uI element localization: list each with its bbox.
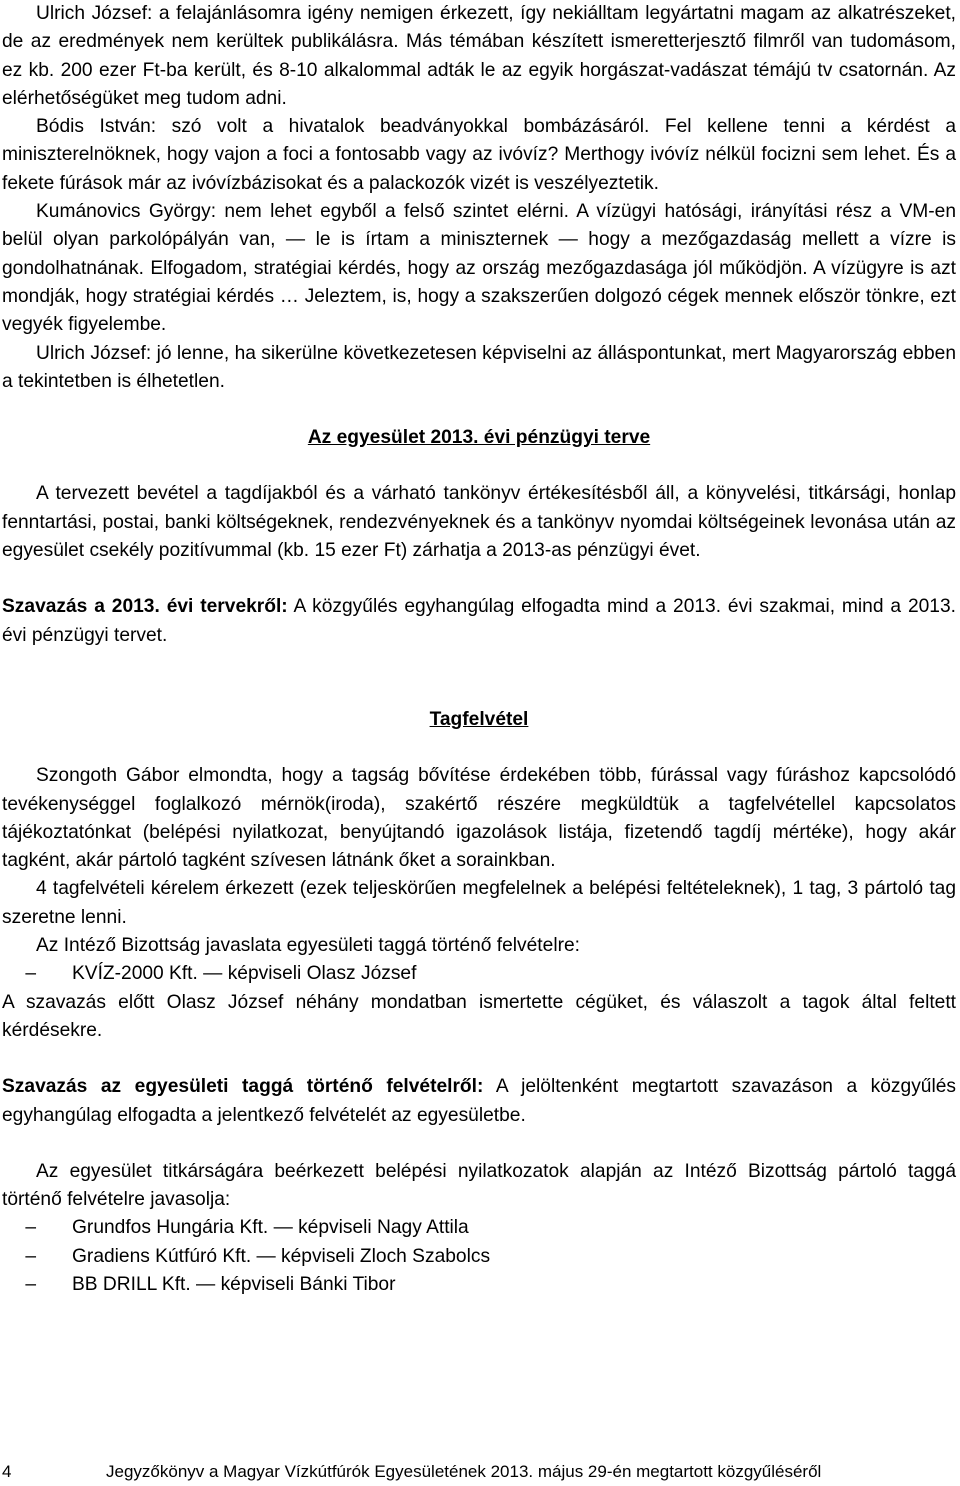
paragraph-szongoth: Szongoth Gábor elmondta, hogy a tagság bővítése érdekében több, fúrással vagy fúráshoz kapcsolódó tevékenységgel foglalkozó mérnök(iroda), szakértő részére megküldtük a tagfelvétellel kapcsolatos tájékoztatónkat (belépési nyilatkozat, benyújtandó igazolások listája, fizetendő tagdíj mértéke), hogy akár tagként, akár pártoló tagként szívesen látnánk őket a sorainkban. bbox=[2, 765, 956, 872]
paragraph-vote-plans bbox=[2, 593, 956, 650]
paragraph-financial-plan: A tervezett bevétel a tagdíjakból és a várható tankönyv értékesítésből áll, a könyvelési, titkársági, honlap fenntartási, postai, banki költségeknek, rendezvényeknek és a tankönyv nyomdai költségeinek levonása után az egyesület csekély pozitívummal (kb. 15 ezer Ft) zárhatja a 2013-as pénzügyi évet. bbox=[2, 483, 956, 562]
list-dash: – bbox=[25, 1217, 36, 1239]
paragraph-vote-membership bbox=[2, 1073, 956, 1130]
vote-membership-label: Szavazás az egyesületi taggá történő felvételről: bbox=[2, 1076, 484, 1098]
list-dash: – bbox=[25, 963, 36, 985]
vote-membership-text: A jelöltenként megtartott szavazáson a közgyűlés egyhangúlag elfogadta a jelentkező felvételét az egyesületbe. bbox=[2, 1076, 956, 1126]
paragraph-ulrich-2: Ulrich József: jó lenne, ha sikerülne következetesen képviselni az álláspontunkat, mert Magyarország ebben a tekintetben is élhetetlen. bbox=[2, 342, 956, 392]
heading-financial-plan: Az egyesület 2013. évi pénzügyi terve bbox=[307, 427, 651, 449]
list-item-supporting: – Grundfos Hungária Kft. ― képviseli Nagy Attila bbox=[2, 1214, 956, 1242]
list-dash: – bbox=[25, 1245, 36, 1267]
vote-plans-text: A közgyűlés egyhangúlag elfogadta mind a 2013. évi szakmai, mind a 2013. évi pénzügyi tervet. bbox=[2, 596, 956, 646]
paragraph-ulrich-1: Ulrich József: a felajánlásomra igény nemigen érkezett, így nekiálltam legyártatni magam az alkatrészeket, de az eredmények nem kerültek publikálásra. Más témában készített ismeretterjesztő filmről van tudomásom, ez kb. 200 ezer Ft-ba került, és 8-10 alkalommal adták le az egyik horgászat-vadászat témájú tv csatornán. Az elérhetőségüket meg tudom adni. bbox=[2, 3, 956, 109]
heading-membership: Tagfelvétel bbox=[429, 708, 529, 730]
paragraph-applications: 4 tagfelvételi kérelem érkezett (ezek teljeskörűen megfelelnek a belépési feltételeknek), 1 tag, 3 pártoló tag szeretne lenni. bbox=[2, 878, 956, 928]
list-item-supporting: – BB DRILL Kft. ― képviseli Bánki Tibor bbox=[2, 1271, 956, 1299]
paragraph-bodis: Bódis István: szó volt a hivatalok beadványokkal bombázásáról. Fel kellene tenni a kérdést a miniszterelnöknek, hogy vajon a foci a fontosabb vagy az ivóvíz? Merthogy ivóvíz nélkül focizni sem lehet. És a fekete fúrások már az ivóvízbázisokat és a palackozók vizét is veszélyeztetik. bbox=[2, 116, 956, 194]
vote-plans-label: Szavazás a 2013. évi tervekről: bbox=[2, 596, 288, 618]
document-page bbox=[2, 0, 956, 1299]
list-dash: – bbox=[25, 1273, 36, 1295]
footer-text: Jegyzőkönyv a Magyar Vízkútfúrók Egyesületének 2013. május 29-én megtartott közgyűléséről bbox=[106, 1462, 822, 1481]
paragraph-before-vote: A szavazás előtt Olasz József néhány mondatban ismertette cégüket, és válaszolt a tagok által feltett kérdésekre. bbox=[2, 991, 956, 1041]
paragraph-kumanovics: Kumánovics György: nem lehet egyből a felső szintet elérni. A vízügyi hatósági, irányítási rész a VM-en belül olyan parkolópályán van, ― le is írtam a miniszternek ― hogy a mezőgazdaság mellett a vízre is gondolhatnának. Elfogadom, stratégiai kérdés, hogy az ország mezőgazdasága jól működjön. A vízügyre is azt mondják, hogy stratégiai kérdés … Jeleztem, is, hogy a szakszerűen dolgozó cégek mennek először tönkre, ezt vegyék figyelembe. bbox=[2, 201, 956, 336]
list-item-supporting: – Gradiens Kútfúró Kft. ― képviseli Zloch Szabolcs bbox=[2, 1243, 956, 1271]
page-number: 4 bbox=[2, 1462, 12, 1481]
paragraph-supporting-intro: Az egyesület titkárságára beérkezett belépési nyilatkozatok alapján az Intéző Bizottság pártoló taggá történő felvételre javasolja: bbox=[2, 1160, 956, 1211]
paragraph-committee-proposal: Az Intéző Bizottság javaslata egyesületi taggá történő felvételre: bbox=[36, 935, 580, 957]
list-item-member: – KVÍZ-2000 Kft. ― képviseli Olasz József bbox=[2, 960, 956, 988]
